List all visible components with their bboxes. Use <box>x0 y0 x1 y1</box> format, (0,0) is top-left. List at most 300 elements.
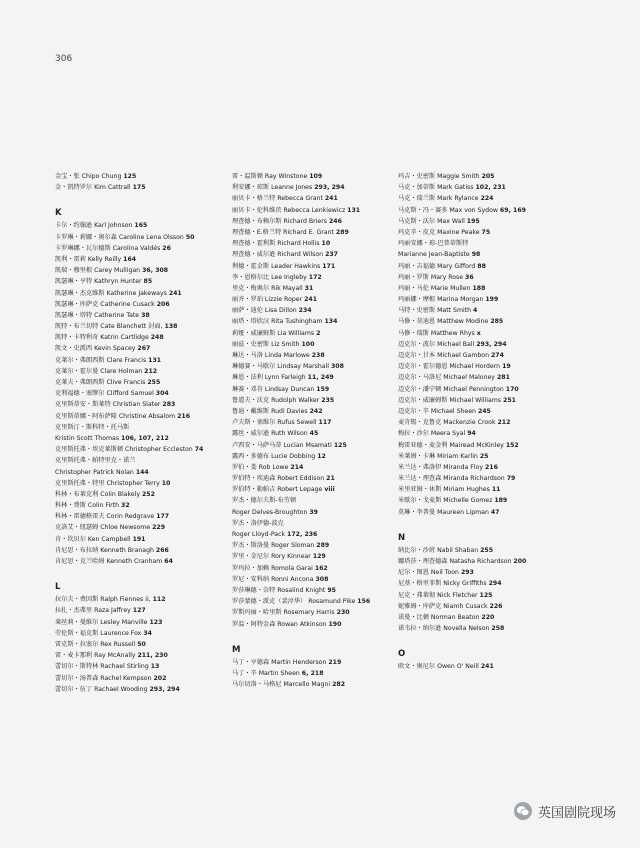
entry-page-refs: 21 <box>326 475 335 483</box>
index-entry <box>398 567 588 578</box>
entry-page-refs: 190 <box>328 620 342 628</box>
index-entry <box>55 628 225 639</box>
entry-name: 妮雅姆・库萨克 Niamh Cusack <box>398 602 488 610</box>
entry-page-refs: 32 <box>121 502 130 510</box>
entry-page-refs: 10 <box>321 240 331 248</box>
entry-name: 雷・温斯顿 Ray Winstone <box>232 173 308 180</box>
index-entry <box>398 495 588 506</box>
entry-page-refs: 50 <box>185 233 195 241</box>
entry-page-refs: 75 <box>481 228 491 236</box>
entry-name: 玛丽娜・摩根 Marina Morgan <box>398 296 484 304</box>
entry-name: 尼基・格里菲斯 Nicky Griffiths <box>398 580 487 588</box>
index-entry <box>55 556 225 567</box>
entry-name: 卢夫斯・塞维尔 Rufus Sewell <box>232 419 317 427</box>
index-entry <box>398 578 588 589</box>
entry-page-refs: 248 <box>150 334 164 342</box>
index-entry <box>398 249 588 260</box>
index-entry <box>55 500 225 511</box>
entry-name: 罗伯特・勒帕吉 Robert Lepage <box>232 486 323 494</box>
entry-name: Christopher Patrick Nolan <box>55 468 134 476</box>
index-entry <box>55 422 225 433</box>
index-entry <box>232 305 392 316</box>
entry-name: 克里斯托弗・埃克莱斯顿 Christopher Eccleston <box>55 446 193 454</box>
entry-page-refs: 241 <box>480 663 494 671</box>
section-letter: M <box>232 644 241 655</box>
entry-page-refs: 191 <box>132 535 146 543</box>
entry-page-refs: 170 <box>505 385 519 393</box>
entry-page-refs: 246 <box>328 217 342 225</box>
index-entry <box>398 171 588 182</box>
entry-page-refs: 125 <box>333 441 347 449</box>
entry-page-refs: 234 <box>298 307 312 315</box>
entry-name: 理查德・E.格兰特 Richard E. Grant <box>232 228 334 236</box>
index-entry <box>55 673 225 684</box>
index-entry <box>55 276 225 287</box>
entry-page-refs: x <box>476 329 481 337</box>
entry-name: Roger Delves-Broughton <box>232 508 308 516</box>
entry-page-refs: 4 <box>473 307 478 315</box>
entry-page-refs: 224 <box>480 195 494 203</box>
entry-name: 丽兹・史密斯 Liz Smith <box>232 340 300 348</box>
index-entry <box>232 361 392 372</box>
index-entry <box>55 288 225 299</box>
index-entry <box>398 451 588 462</box>
entry-page-refs: 45 <box>309 430 319 438</box>
entry-name: 米兰达・弗洛伊 Miranda Floy <box>398 463 484 471</box>
entry-page-refs: 308 <box>315 575 329 583</box>
entry-page-refs: 199 <box>485 296 499 304</box>
index-entry <box>232 384 392 395</box>
entry-page-refs: 94 <box>467 430 476 438</box>
entry-name: 玛丽・马伦 Marie Mullen <box>398 284 471 292</box>
index-entry <box>398 339 588 350</box>
entry-name: 罗伯・娄 Rob Lowe <box>232 463 289 471</box>
index-entry <box>232 227 392 238</box>
entry-name: 利德・霍金斯 Leader Hawkins <box>232 262 321 270</box>
entry-page-refs: 216 <box>177 412 191 420</box>
entry-name: 理查德・布赖尔斯 Richard Briers <box>232 217 328 225</box>
index-entry <box>232 339 392 350</box>
entry-name: 马尔切洛・马格尼 Marcello Magni <box>232 681 331 689</box>
index-entry <box>232 182 392 193</box>
entry-name: 克里斯托弗・特里 Christopher Terry <box>55 479 160 487</box>
index-entry <box>55 321 225 332</box>
index-entry <box>232 440 392 451</box>
entry-name: 罗温・阿特金森 Rowan Atkinson <box>232 620 327 628</box>
entry-name: 科林・费斯 Colin Firth <box>55 502 120 510</box>
entry-name: 克洛艾・纽瑟姆 Chloe Newsome <box>55 524 151 532</box>
entry-page-refs: 109 <box>309 173 323 180</box>
entry-name: 诺曼・比顿 Norman Beaton <box>398 613 480 621</box>
index-entry <box>398 484 588 495</box>
entry-page-refs: 289 <box>335 228 349 236</box>
section-letter: K <box>55 208 62 219</box>
index-entry <box>398 272 588 283</box>
entry-name: 卢西安・马萨马蒂 Lucian Msamati <box>232 441 332 449</box>
entry-name: 丽萨・迪伦 Lisa Dillon <box>232 307 297 315</box>
index-entry <box>398 601 588 612</box>
entry-name: 蕾切尔・汤普森 Rachel Kempson <box>55 674 152 682</box>
entry-page-refs: 125 <box>479 591 493 599</box>
entry-name: 凯瑟琳・亨特 Kathryn Hunter <box>55 278 142 286</box>
index-entry <box>232 406 392 417</box>
entry-page-refs: 127 <box>132 607 146 615</box>
index-entry <box>232 283 392 294</box>
entry-page-refs: 117 <box>318 419 332 427</box>
index-entry <box>398 545 588 556</box>
entry-page-refs: 255 <box>147 379 161 386</box>
index-entry <box>398 395 588 406</box>
entry-page-refs: 281 <box>496 374 510 382</box>
index-entry <box>232 551 392 562</box>
entry-name: 马克斯・沃尔 Max Wall <box>398 217 465 225</box>
entry-page-refs: 112 <box>152 596 166 604</box>
index-entry <box>398 361 588 372</box>
entry-name: 露西・多德布 Lucie Dobbing <box>232 452 316 460</box>
entry-page-refs: 214 <box>290 463 304 471</box>
entry-name: 尼尔・图恩 Neil Toon <box>398 569 459 577</box>
index-entry <box>55 310 225 321</box>
index-entry <box>55 639 225 650</box>
entry-name: 马丁・辛 Martin Sheen <box>232 669 300 677</box>
index-entry <box>398 350 588 361</box>
entry-page-refs: 212 <box>144 367 158 375</box>
entry-page-refs: 85 <box>143 278 153 286</box>
entry-page-refs: 10 <box>161 479 171 487</box>
entry-name: 克利福德・塞缪尔 Clifford Samuel <box>55 390 154 398</box>
index-column-2 <box>232 171 392 690</box>
index-entry <box>55 522 225 533</box>
entry-name: 丽齐・罗珀 Lizzie Roper <box>232 296 303 304</box>
entry-name: 迈克尔・波尔 Michael Ball <box>398 340 475 348</box>
page-number: 306 <box>55 54 73 64</box>
entry-page-refs: 282 <box>332 681 345 689</box>
entry-page-refs: 188 <box>472 284 486 292</box>
entry-name: 李・恩格尔比 Lee Ingleby <box>232 273 307 281</box>
index-entry <box>398 227 588 238</box>
entry-name: 里克・梅奥尔 Rik Mayall <box>232 284 303 292</box>
index-entry <box>232 372 392 383</box>
entry-page-refs: 11, 249 <box>307 374 334 382</box>
entry-page-refs: 293, 294 <box>476 340 507 348</box>
index-entry <box>232 294 392 305</box>
index-entry <box>55 545 225 556</box>
index-entry <box>398 238 588 249</box>
entry-name: 米里亚姆・休斯 Miriam Hughes <box>398 486 490 494</box>
index-entry <box>398 417 588 428</box>
entry-name: 梅拉・沙尔 Meera Syal <box>398 430 466 438</box>
index-entry <box>55 366 225 377</box>
entry-page-refs: 267 <box>137 345 151 353</box>
entry-page-refs: 216 <box>484 463 498 471</box>
entry-name: 凯瑟琳・杰克维斯 Katherine Jakeways <box>55 289 167 297</box>
entry-name: 鲁道夫・沃克 Rudolph Walker <box>232 396 320 404</box>
entry-name: 马特・史密斯 Matt Smith <box>398 307 472 315</box>
index-entry <box>232 350 392 361</box>
entry-name: 迈克尔・霍尔德恩 Michael Hordern <box>398 363 501 371</box>
entry-page-refs: 258 <box>491 625 505 633</box>
entry-name: 克里斯托弗・帕特里克・诺兰 <box>55 457 136 465</box>
entry-page-refs: 26 <box>162 244 171 252</box>
entry-page-refs: 138 <box>164 323 178 331</box>
index-entry <box>55 343 225 354</box>
index-entry <box>232 205 392 216</box>
entry-name: 凯瑞・穆里根 Carey Mulligan <box>55 267 141 275</box>
entry-name: 克里斯蒂安・斯莱特 Christian Slater <box>55 401 161 409</box>
index-entry <box>232 395 392 406</box>
index-entry <box>55 684 225 695</box>
index-entry <box>232 328 392 339</box>
entry-name: 克莱尔・弗朗西斯 Clare Francis <box>55 356 147 364</box>
index-entry <box>55 355 225 366</box>
entry-page-refs: 200 <box>513 558 527 565</box>
entry-name: 肯・坎贝尔 Ken Campbell <box>55 535 131 543</box>
entry-name: 理查德・威尔逊 Richard Wilson <box>232 251 324 259</box>
entry-name: 罗玛拉・加赖 Romola Garai <box>232 564 313 572</box>
index-entry <box>398 261 588 272</box>
entry-page-refs: 229 <box>152 524 166 532</box>
entry-page-refs: 79 <box>506 475 516 483</box>
entry-page-refs: 74 <box>194 446 204 454</box>
entry-page-refs: 125 <box>123 173 137 180</box>
entry-page-refs: 211, 230 <box>137 652 168 660</box>
entry-page-refs: 189 <box>494 497 508 505</box>
index-entry <box>55 433 225 444</box>
entry-page-refs: 162 <box>314 564 328 572</box>
index-entry <box>232 272 392 283</box>
entry-name: 米歇尔・戈麦斯 Michelle Gomez <box>398 497 493 505</box>
entry-name: 纳比尔・沙班 Nabil Shaban <box>398 546 479 554</box>
entry-page-refs: 25 <box>479 452 489 460</box>
section-letter: N <box>398 532 406 543</box>
index-entry <box>55 399 225 410</box>
index-entry <box>232 657 392 668</box>
entry-page-refs: 274 <box>490 352 504 359</box>
entry-page-refs: 238 <box>311 352 325 359</box>
index-entry <box>55 332 225 343</box>
entry-name: 蕾切尔・伍丁 Rachael Wooding <box>55 685 148 693</box>
index-column-1 <box>55 171 225 695</box>
entry-page-refs: 241 <box>324 195 338 203</box>
index-entry <box>232 417 392 428</box>
entry-name: 麦肯锡・克鲁克 Mackenzie Crook <box>398 419 496 427</box>
entry-name: 琳恩・法利 Lynn Farleigh <box>232 374 306 382</box>
index-entry <box>232 316 392 327</box>
entry-name: 克莱尔・霍尔曼 Clare Holman <box>55 367 143 375</box>
entry-name: 卡罗琳・莉娜・奥尔森 Caroline Lena Olsson <box>55 233 184 241</box>
entry-page-refs: 39 <box>309 508 318 516</box>
entry-name: 罗莎琳德・奈特 Rosalind Knight <box>232 586 326 594</box>
index-entry <box>232 585 392 596</box>
entry-name: 肯尼思・布拉纳 Kenneth Branagh <box>55 546 154 554</box>
entry-page-refs: 31 <box>304 284 314 292</box>
index-entry <box>398 384 588 395</box>
entry-name: 迈克尔・潘宁顿 Michael Pennington <box>398 385 504 393</box>
entry-name: 露丝・威尔逊 Ruth Wilson <box>232 430 308 438</box>
index-entry <box>232 428 392 439</box>
index-entry <box>232 171 392 182</box>
entry-name: 马克斯・冯・赛多 Max von Sydow <box>398 206 498 214</box>
entry-page-refs: 172 <box>308 273 322 281</box>
index-entry <box>55 534 225 545</box>
entry-page-refs: 64 <box>164 558 173 565</box>
entry-name: 凯利・雷莉 Kelly Reilly <box>55 255 122 263</box>
entry-page-refs: 293, 294 <box>314 184 345 192</box>
entry-page-refs: 283 <box>162 401 176 409</box>
index-entry <box>398 590 588 601</box>
entry-page-refs: 106, 107, 212 <box>121 434 169 442</box>
entry-name: 丽贝卡・伦科维茨 Rebecca Lenkiewicz <box>232 206 346 214</box>
entry-name: 迈克尔・甘本 Michael Gambon <box>398 352 490 359</box>
entry-name: 蕾切尔・斯特林 Rachael Stirling <box>55 663 149 671</box>
entry-name: 丽塔・塔欣汉 Rita Tushingham <box>232 318 323 326</box>
entry-page-refs: 165 <box>134 222 148 230</box>
index-entry <box>398 473 588 484</box>
entry-page-refs: 220 <box>481 613 495 621</box>
index-entry <box>55 444 225 455</box>
index-entry <box>398 205 588 216</box>
entry-page-refs: 38 <box>141 311 150 319</box>
index-entry <box>398 372 588 383</box>
index-entry <box>232 261 392 272</box>
entry-page-refs: 123 <box>149 618 163 626</box>
entry-page-refs: 219 <box>328 658 342 666</box>
index-entry <box>398 294 588 305</box>
entry-page-refs: 304 <box>155 390 169 398</box>
entry-page-refs: 50 <box>137 640 146 648</box>
entry-page-refs: 289 <box>316 542 330 550</box>
index-entry <box>55 617 225 628</box>
entry-name: 凯特・卡特利奇 Katrin Cartlidge <box>55 334 149 342</box>
index-entry <box>55 232 225 243</box>
index-entry <box>398 316 588 327</box>
index-entry <box>398 428 588 439</box>
entry-name: 莫琳・李普曼 Maureen Lipman <box>398 508 489 516</box>
entry-name: 凯瑟琳・库萨克 Catherine Cusack <box>55 300 155 308</box>
wechat-icon <box>514 802 532 820</box>
index-entry <box>232 451 392 462</box>
entry-page-refs: 206 <box>156 300 170 308</box>
entry-page-refs: 131 <box>148 356 162 364</box>
index-entry <box>232 238 392 249</box>
index-entry <box>398 216 588 227</box>
entry-page-refs: 235 <box>321 396 335 404</box>
entry-page-refs: 6, 218 <box>301 669 324 677</box>
index-entry <box>398 283 588 294</box>
index-entry <box>55 489 225 500</box>
index-entry <box>55 661 225 672</box>
index-entry <box>55 171 225 182</box>
entry-page-refs: 255 <box>480 546 494 554</box>
index-entry <box>55 605 225 616</box>
index-entry <box>55 254 225 265</box>
entry-page-refs: 242 <box>309 407 323 415</box>
entry-name: 诺韦拉・纳尔逊 Novella Nelson <box>398 625 490 633</box>
index-entry <box>232 462 392 473</box>
index-entry <box>232 574 392 585</box>
entry-name: 凯文・史派西 Kevin Spacey <box>55 345 136 353</box>
index-entry <box>55 455 225 466</box>
entry-name: 琳德赛・马歇尔 Lindsay Marshall <box>232 363 329 371</box>
index-entry <box>232 518 392 529</box>
entry-name: 劳伦斯・福克斯 Laurence Fox <box>55 629 142 637</box>
entry-page-refs: 88 <box>477 262 486 270</box>
entry-page-refs: 293 <box>460 569 474 577</box>
index-entry <box>55 220 225 231</box>
index-entry <box>398 305 588 316</box>
entry-name: 卡尔・约翰逊 Karl Johnson <box>55 222 133 230</box>
index-entry <box>398 182 588 193</box>
entry-page-refs: 11 <box>491 486 501 494</box>
entry-name: 莉娅・威廉姆斯 Lia Williams <box>232 329 315 337</box>
entry-page-refs: 171 <box>322 262 336 270</box>
entry-page-refs: 156 <box>357 598 371 606</box>
index-entry <box>55 243 225 254</box>
entry-page-refs: 245 <box>477 407 491 415</box>
entry-page-refs: 47 <box>490 508 500 516</box>
index-entry <box>55 265 225 276</box>
index-entry <box>232 540 392 551</box>
entry-name: 罗里・金尼尔 Rory Kinnear <box>232 553 311 561</box>
entry-name: 金宝・张 Chipo Chung <box>55 173 122 180</box>
entry-name: 金・凯特罗尔 Kim Cattrall <box>55 184 131 192</box>
index-entry <box>55 650 225 661</box>
index-entry <box>232 507 392 518</box>
entry-name: 琳达・马洛 Linda Marlowe <box>232 352 310 359</box>
entry-page-refs: 131 <box>347 206 361 214</box>
entry-name: 卡罗琳娜・瓦尔德斯 Carolina Valdés <box>55 244 161 252</box>
index-entry <box>398 507 588 518</box>
entry-page-refs: viii <box>324 486 335 494</box>
entry-name: 尼克・弗莱彻 Nick Fletcher <box>398 591 478 599</box>
index-entry <box>398 462 588 473</box>
watermark <box>514 800 616 822</box>
entry-name: 罗斯玛丽・哈里斯 Rosemary Harris <box>232 609 335 617</box>
entry-name: 马克・加蒂斯 Mark Gatiss <box>398 184 474 192</box>
index-entry <box>55 511 225 522</box>
index-entry <box>398 440 588 451</box>
entry-name: 鲁迪・戴维斯 Rudi Davies <box>232 407 308 415</box>
index-entry <box>232 668 392 679</box>
entry-name: 肯尼思・克兰哈姆 Kenneth Cranham <box>55 558 163 565</box>
index-entry <box>398 612 588 623</box>
entry-name: 玛吉・史密斯 Maggie Smith <box>398 173 480 180</box>
entry-name: 理查德・霍利斯 Richard Hollis <box>232 240 320 248</box>
entry-name: 马克・瑞兰斯 Mark Rylance <box>398 195 479 203</box>
entry-name: 玛克辛・皮克 Maxine Peake <box>398 228 480 236</box>
index-entry <box>232 484 392 495</box>
entry-page-refs: 159 <box>316 385 330 393</box>
index-entry <box>398 661 588 672</box>
entry-name: 拉扎・杰弗里 Raza Jaffrey <box>55 607 131 615</box>
entry-name: 米兰达・理查森 Miranda Richardson <box>398 475 505 483</box>
entry-page-refs: 19 <box>502 363 511 371</box>
entry-name: 马丁・亨德森 Martin Henderson <box>232 658 327 666</box>
index-entry <box>232 495 392 506</box>
entry-page-refs: 134 <box>324 318 338 326</box>
entry-name: 迈克尔・辛 Michael Sheen <box>398 407 476 415</box>
entry-name: 罗杰・洛伊德-波克 <box>232 519 284 527</box>
index-entry <box>55 182 225 193</box>
entry-name: 罗杰・斯洛曼 Roger Sloman <box>232 542 315 550</box>
entry-name: 科林・布莱克利 Colin Blakely <box>55 490 141 498</box>
index-entry <box>398 328 588 339</box>
entry-page-refs: 12 <box>317 452 326 460</box>
entry-name: 米莱姆・卡琳 Miriam Karlin <box>398 452 478 460</box>
index-entry <box>55 411 225 422</box>
entry-page-refs: 251 <box>503 396 516 404</box>
entry-page-refs: 172, 236 <box>287 531 318 538</box>
